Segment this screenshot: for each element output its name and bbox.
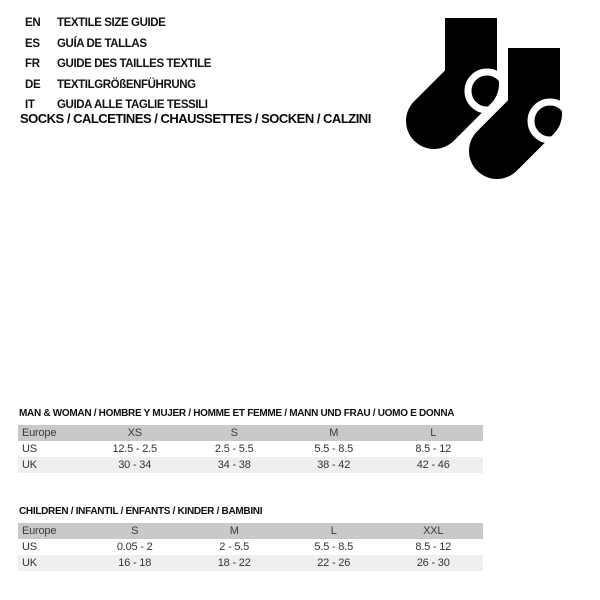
size-cell: 34 - 38 bbox=[217, 459, 251, 471]
language-list bbox=[25, 13, 211, 116]
row-region-label: UK bbox=[22, 557, 37, 569]
size-cell: 5.5 - 8.5 bbox=[314, 541, 353, 553]
size-table-children-section bbox=[18, 506, 483, 571]
language-code: IT bbox=[25, 99, 35, 112]
column-header-size: XXL bbox=[423, 525, 444, 537]
language-code: FR bbox=[25, 58, 40, 71]
language-label: GUÍA DE TALLAS bbox=[57, 37, 147, 50]
language-row-en bbox=[25, 13, 211, 34]
size-cell: 42 - 46 bbox=[416, 459, 450, 471]
language-code: DE bbox=[25, 78, 41, 91]
table-title-children: CHILDREN / INFANTIL / ENFANTS / KINDER / BAMBINI bbox=[19, 506, 263, 517]
language-row-fr bbox=[25, 54, 211, 75]
column-header-size: M bbox=[329, 427, 339, 439]
size-cell: 18 - 22 bbox=[217, 557, 251, 569]
language-code: EN bbox=[25, 17, 41, 30]
socks-icon bbox=[395, 5, 575, 190]
socks-icon-svg bbox=[395, 5, 575, 190]
size-table-adult-section bbox=[18, 408, 483, 473]
language-code: ES bbox=[25, 37, 40, 50]
size-cell: 12.5 - 2.5 bbox=[112, 443, 157, 455]
column-header-region: Europe bbox=[22, 427, 57, 439]
size-cell: 5.5 - 8.5 bbox=[314, 443, 353, 455]
column-header-size: L bbox=[330, 525, 337, 537]
size-cell: 8.5 - 12 bbox=[415, 541, 452, 553]
column-header-size: M bbox=[229, 525, 239, 537]
language-label: GUIDE DES TAILLES TEXTILE bbox=[57, 58, 211, 71]
size-cell: 22 - 26 bbox=[317, 557, 351, 569]
language-row-es bbox=[25, 34, 211, 55]
column-header-size: XS bbox=[127, 427, 142, 439]
size-cell: 2 - 5.5 bbox=[219, 541, 250, 553]
table-header-row bbox=[18, 425, 483, 441]
row-region-label: UK bbox=[22, 459, 37, 471]
row-region-label: US bbox=[22, 541, 37, 553]
table-title-adult: MAN & WOMAN / HOMBRE Y MUJER / HOMME ET FEMME / MANN UND FRAU / UOMO E DONNA bbox=[19, 408, 455, 419]
table-row-uk bbox=[18, 555, 483, 571]
size-cell: 8.5 - 12 bbox=[415, 443, 452, 455]
column-header-size: L bbox=[430, 427, 437, 439]
category-title: SOCKS / CALCETINES / CHAUSSETTES / SOCKEN / CALZINI bbox=[20, 111, 371, 126]
table-row-uk bbox=[18, 457, 483, 473]
size-cell: 38 - 42 bbox=[317, 459, 351, 471]
language-label: TEXTILGRÖßENFÜHRUNG bbox=[57, 78, 196, 91]
size-cell: 2.5 - 5.5 bbox=[214, 443, 254, 455]
language-row-de bbox=[25, 75, 211, 96]
table-header-row bbox=[18, 523, 483, 539]
column-header-size: S bbox=[230, 427, 238, 439]
row-region-label: US bbox=[22, 443, 37, 455]
language-label: GUIDA ALLE TAGLIE TESSILI bbox=[57, 99, 208, 112]
language-label: TEXTILE SIZE GUIDE bbox=[57, 17, 166, 30]
size-cell: 30 - 34 bbox=[118, 459, 152, 471]
table-row-us bbox=[18, 441, 483, 457]
size-cell: 0.05 - 2 bbox=[116, 541, 153, 553]
column-header-size: S bbox=[131, 525, 139, 537]
table-row-us bbox=[18, 539, 483, 555]
size-table-children bbox=[18, 523, 483, 571]
size-cell: 16 - 18 bbox=[118, 557, 152, 569]
column-header-region: Europe bbox=[22, 525, 57, 537]
size-table-adult bbox=[18, 425, 483, 473]
size-cell: 26 - 30 bbox=[416, 557, 450, 569]
